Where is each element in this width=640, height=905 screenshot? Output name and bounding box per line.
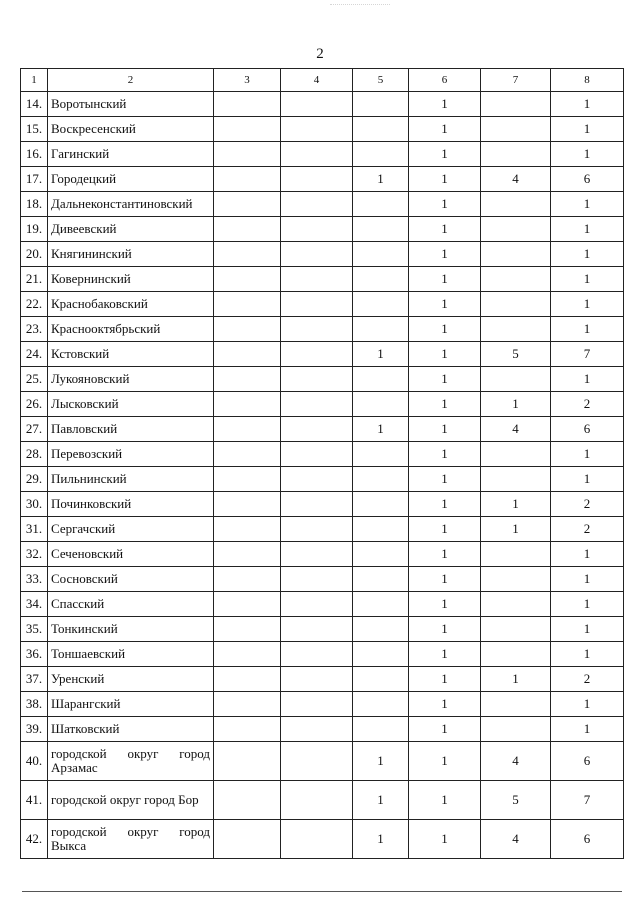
cell-col3	[214, 467, 281, 492]
table-row	[21, 217, 624, 242]
cell-total: 6	[551, 742, 624, 781]
cell-total: 2	[551, 492, 624, 517]
cell-col6: 1	[409, 642, 481, 667]
cell-total: 1	[551, 317, 624, 342]
row-number: 35.	[21, 617, 48, 642]
row-number: 20.	[21, 242, 48, 267]
column-header: 8	[551, 69, 624, 92]
cell-col7	[481, 367, 551, 392]
cell-col5	[353, 492, 409, 517]
row-number: 21.	[21, 267, 48, 292]
district-name: Гагинский	[48, 142, 214, 167]
cell-col4	[281, 781, 353, 820]
row-number: 19.	[21, 217, 48, 242]
table-row	[21, 417, 624, 442]
cell-col6: 1	[409, 267, 481, 292]
column-header: 3	[214, 69, 281, 92]
cell-col3	[214, 142, 281, 167]
row-number: 42.	[21, 820, 48, 859]
district-name: Сосновский	[48, 567, 214, 592]
cell-col3	[214, 781, 281, 820]
row-number: 25.	[21, 367, 48, 392]
row-number: 39.	[21, 717, 48, 742]
cell-col7	[481, 542, 551, 567]
cell-col4	[281, 717, 353, 742]
cell-col4	[281, 820, 353, 859]
cell-col7	[481, 467, 551, 492]
cell-col4	[281, 542, 353, 567]
cell-total: 7	[551, 781, 624, 820]
district-name: городской округ город Бор	[48, 781, 214, 820]
cell-col7	[481, 642, 551, 667]
cell-col3	[214, 820, 281, 859]
table-row	[21, 717, 624, 742]
scan-specks	[330, 4, 390, 13]
cell-col5	[353, 392, 409, 417]
cell-col6: 1	[409, 567, 481, 592]
cell-col7	[481, 192, 551, 217]
table-row	[21, 642, 624, 667]
cell-col3	[214, 542, 281, 567]
cell-col6: 1	[409, 192, 481, 217]
cell-col3	[214, 667, 281, 692]
table-row	[21, 820, 624, 859]
cell-col4	[281, 467, 353, 492]
cell-col5	[353, 617, 409, 642]
district-name: Краснооктябрьский	[48, 317, 214, 342]
district-table	[20, 68, 624, 859]
cell-col5: 1	[353, 820, 409, 859]
row-number: 34.	[21, 592, 48, 617]
district-name: Краснобаковский	[48, 292, 214, 317]
cell-col7: 4	[481, 742, 551, 781]
cell-col3	[214, 442, 281, 467]
cell-col6: 1	[409, 617, 481, 642]
cell-col5	[353, 267, 409, 292]
cell-col7: 4	[481, 417, 551, 442]
cell-col7	[481, 92, 551, 117]
cell-col5: 1	[353, 417, 409, 442]
cell-col6: 1	[409, 417, 481, 442]
cell-col7	[481, 117, 551, 142]
row-number: 40.	[21, 742, 48, 781]
cell-col5: 1	[353, 781, 409, 820]
cell-col5	[353, 467, 409, 492]
row-number: 17.	[21, 167, 48, 192]
row-number: 27.	[21, 417, 48, 442]
cell-col5: 1	[353, 742, 409, 781]
district-name: Городецкий	[48, 167, 214, 192]
table-row	[21, 667, 624, 692]
table-row	[21, 167, 624, 192]
cell-col6: 1	[409, 781, 481, 820]
cell-col4	[281, 117, 353, 142]
cell-col5	[353, 117, 409, 142]
cell-total: 1	[551, 692, 624, 717]
cell-col4	[281, 442, 353, 467]
district-name: городской округ город Арзамас	[48, 742, 214, 781]
cell-col3	[214, 392, 281, 417]
district-name: Княгининский	[48, 242, 214, 267]
row-number: 29.	[21, 467, 48, 492]
cell-col3	[214, 267, 281, 292]
cell-total: 2	[551, 517, 624, 542]
table-row	[21, 367, 624, 392]
cell-col7: 5	[481, 781, 551, 820]
table-row	[21, 692, 624, 717]
district-name: Тонкинский	[48, 617, 214, 642]
column-header: 5	[353, 69, 409, 92]
row-number: 30.	[21, 492, 48, 517]
cell-col3	[214, 192, 281, 217]
cell-total: 1	[551, 292, 624, 317]
cell-col7	[481, 717, 551, 742]
cell-total: 1	[551, 217, 624, 242]
cell-col5	[353, 292, 409, 317]
row-number: 22.	[21, 292, 48, 317]
district-name: городской округ город Выкса	[48, 820, 214, 859]
cell-col4	[281, 742, 353, 781]
cell-total: 1	[551, 192, 624, 217]
cell-col7: 1	[481, 667, 551, 692]
column-header: 4	[281, 69, 353, 92]
cell-col4	[281, 592, 353, 617]
cell-total: 6	[551, 820, 624, 859]
cell-col4	[281, 317, 353, 342]
table-row	[21, 317, 624, 342]
cell-col4	[281, 142, 353, 167]
cell-col6: 1	[409, 392, 481, 417]
cell-col6: 1	[409, 517, 481, 542]
row-number: 32.	[21, 542, 48, 567]
cell-total: 1	[551, 617, 624, 642]
cell-col4	[281, 217, 353, 242]
row-number: 26.	[21, 392, 48, 417]
cell-col5	[353, 542, 409, 567]
cell-col6: 1	[409, 467, 481, 492]
cell-total: 1	[551, 267, 624, 292]
district-name: Дивеевский	[48, 217, 214, 242]
cell-col7	[481, 317, 551, 342]
cell-col5	[353, 642, 409, 667]
cell-col5: 1	[353, 342, 409, 367]
cell-col3	[214, 642, 281, 667]
table-row	[21, 781, 624, 820]
cell-col6: 1	[409, 142, 481, 167]
cell-col6: 1	[409, 167, 481, 192]
cell-col6: 1	[409, 217, 481, 242]
district-name: Пильнинский	[48, 467, 214, 492]
table-row	[21, 342, 624, 367]
cell-col6: 1	[409, 692, 481, 717]
table-row	[21, 567, 624, 592]
cell-col4	[281, 242, 353, 267]
district-name: Воскресенский	[48, 117, 214, 142]
cell-col6: 1	[409, 742, 481, 781]
row-number: 33.	[21, 567, 48, 592]
cell-total: 1	[551, 542, 624, 567]
cell-col3	[214, 117, 281, 142]
cell-col5	[353, 717, 409, 742]
table-row	[21, 242, 624, 267]
column-header: 7	[481, 69, 551, 92]
page-number: 2	[316, 46, 324, 62]
cell-col7	[481, 592, 551, 617]
district-name: Шарангский	[48, 692, 214, 717]
table-row	[21, 192, 624, 217]
cell-total: 1	[551, 442, 624, 467]
row-number: 18.	[21, 192, 48, 217]
cell-total: 1	[551, 367, 624, 392]
cell-col7: 1	[481, 517, 551, 542]
cell-total: 1	[551, 592, 624, 617]
cell-col4	[281, 92, 353, 117]
cell-total: 7	[551, 342, 624, 367]
cell-col6: 1	[409, 242, 481, 267]
cell-col5: 1	[353, 167, 409, 192]
row-number: 36.	[21, 642, 48, 667]
table-row	[21, 292, 624, 317]
cell-total: 1	[551, 92, 624, 117]
cell-col7	[481, 567, 551, 592]
cell-col6: 1	[409, 442, 481, 467]
district-name: Тоншаевский	[48, 642, 214, 667]
district-name: Починковский	[48, 492, 214, 517]
cell-col6: 1	[409, 542, 481, 567]
row-number: 14.	[21, 92, 48, 117]
cell-col5	[353, 367, 409, 392]
cell-col7	[481, 617, 551, 642]
row-number: 41.	[21, 781, 48, 820]
cell-col4	[281, 692, 353, 717]
cell-col7	[481, 217, 551, 242]
table-row	[21, 542, 624, 567]
cell-col6: 1	[409, 592, 481, 617]
district-name: Кстовский	[48, 342, 214, 367]
cell-col3	[214, 292, 281, 317]
cell-total: 6	[551, 417, 624, 442]
cell-col7: 5	[481, 342, 551, 367]
cell-col3	[214, 492, 281, 517]
cell-col7: 4	[481, 167, 551, 192]
table-row	[21, 142, 624, 167]
cell-col5	[353, 192, 409, 217]
cell-col6: 1	[409, 92, 481, 117]
row-number: 16.	[21, 142, 48, 167]
cell-col6: 1	[409, 492, 481, 517]
district-name: Воротынский	[48, 92, 214, 117]
cell-col7	[481, 267, 551, 292]
cell-col4	[281, 292, 353, 317]
cell-col3	[214, 167, 281, 192]
cell-col7	[481, 142, 551, 167]
cell-col5	[353, 667, 409, 692]
cell-total: 1	[551, 117, 624, 142]
cell-total: 2	[551, 667, 624, 692]
cell-col6: 1	[409, 117, 481, 142]
row-number: 23.	[21, 317, 48, 342]
cell-col4	[281, 267, 353, 292]
district-name: Уренский	[48, 667, 214, 692]
row-number: 37.	[21, 667, 48, 692]
cell-col6: 1	[409, 367, 481, 392]
cell-col4	[281, 517, 353, 542]
cell-col4	[281, 192, 353, 217]
cell-col4	[281, 342, 353, 367]
table-row	[21, 517, 624, 542]
table-row	[21, 267, 624, 292]
cell-col4	[281, 367, 353, 392]
table-row	[21, 742, 624, 781]
cell-total: 2	[551, 392, 624, 417]
table-row	[21, 592, 624, 617]
cell-col3	[214, 317, 281, 342]
district-name: Лысковский	[48, 392, 214, 417]
cell-col7: 4	[481, 820, 551, 859]
cell-col3	[214, 742, 281, 781]
table-header-row	[21, 69, 624, 92]
cell-col5	[353, 217, 409, 242]
district-name: Спасский	[48, 592, 214, 617]
district-name: Павловский	[48, 417, 214, 442]
table-row	[21, 492, 624, 517]
cell-col3	[214, 92, 281, 117]
cell-col4	[281, 617, 353, 642]
row-number: 28.	[21, 442, 48, 467]
table-row	[21, 392, 624, 417]
cell-col5	[353, 142, 409, 167]
district-name: Перевозский	[48, 442, 214, 467]
row-number: 24.	[21, 342, 48, 367]
table-row	[21, 442, 624, 467]
column-header: 6	[409, 69, 481, 92]
cell-col6: 1	[409, 292, 481, 317]
cell-col3	[214, 617, 281, 642]
cell-col5	[353, 242, 409, 267]
cell-col4	[281, 667, 353, 692]
cell-col5	[353, 442, 409, 467]
table-row	[21, 92, 624, 117]
cell-col6: 1	[409, 342, 481, 367]
cell-col4	[281, 392, 353, 417]
district-name: Ковернинский	[48, 267, 214, 292]
cell-col3	[214, 217, 281, 242]
cell-col6: 1	[409, 317, 481, 342]
cell-col4	[281, 417, 353, 442]
cell-total: 1	[551, 642, 624, 667]
row-number: 38.	[21, 692, 48, 717]
cell-col3	[214, 592, 281, 617]
district-name: Сеченовский	[48, 542, 214, 567]
column-header: 1	[21, 69, 48, 92]
cell-col3	[214, 342, 281, 367]
cell-col4	[281, 642, 353, 667]
cell-col7: 1	[481, 492, 551, 517]
cell-col4	[281, 167, 353, 192]
cell-col5	[353, 592, 409, 617]
cell-col3	[214, 692, 281, 717]
cell-col3	[214, 417, 281, 442]
district-name: Сергачский	[48, 517, 214, 542]
cell-col3	[214, 367, 281, 392]
cell-col6: 1	[409, 820, 481, 859]
cell-col3	[214, 567, 281, 592]
table-row	[21, 467, 624, 492]
table-row	[21, 617, 624, 642]
row-number: 31.	[21, 517, 48, 542]
cell-col6: 1	[409, 667, 481, 692]
cell-total: 6	[551, 167, 624, 192]
cell-total: 1	[551, 142, 624, 167]
cell-total: 1	[551, 567, 624, 592]
table-row	[21, 117, 624, 142]
row-number: 15.	[21, 117, 48, 142]
cell-col7	[481, 292, 551, 317]
cell-col5	[353, 692, 409, 717]
cell-col7: 1	[481, 392, 551, 417]
cell-col5	[353, 567, 409, 592]
cell-col5	[353, 317, 409, 342]
cell-col5	[353, 517, 409, 542]
cell-col3	[214, 717, 281, 742]
district-name: Лукояновский	[48, 367, 214, 392]
bottom-rule	[22, 891, 622, 892]
cell-col7	[481, 692, 551, 717]
cell-col7	[481, 442, 551, 467]
cell-total: 1	[551, 242, 624, 267]
district-name: Шатковский	[48, 717, 214, 742]
column-header: 2	[48, 69, 214, 92]
cell-col5	[353, 92, 409, 117]
cell-col3	[214, 517, 281, 542]
cell-col4	[281, 492, 353, 517]
cell-col6: 1	[409, 717, 481, 742]
cell-col3	[214, 242, 281, 267]
district-name: Дальнеконстантиновский	[48, 192, 214, 217]
cell-total: 1	[551, 717, 624, 742]
cell-col7	[481, 242, 551, 267]
cell-total: 1	[551, 467, 624, 492]
cell-col4	[281, 567, 353, 592]
